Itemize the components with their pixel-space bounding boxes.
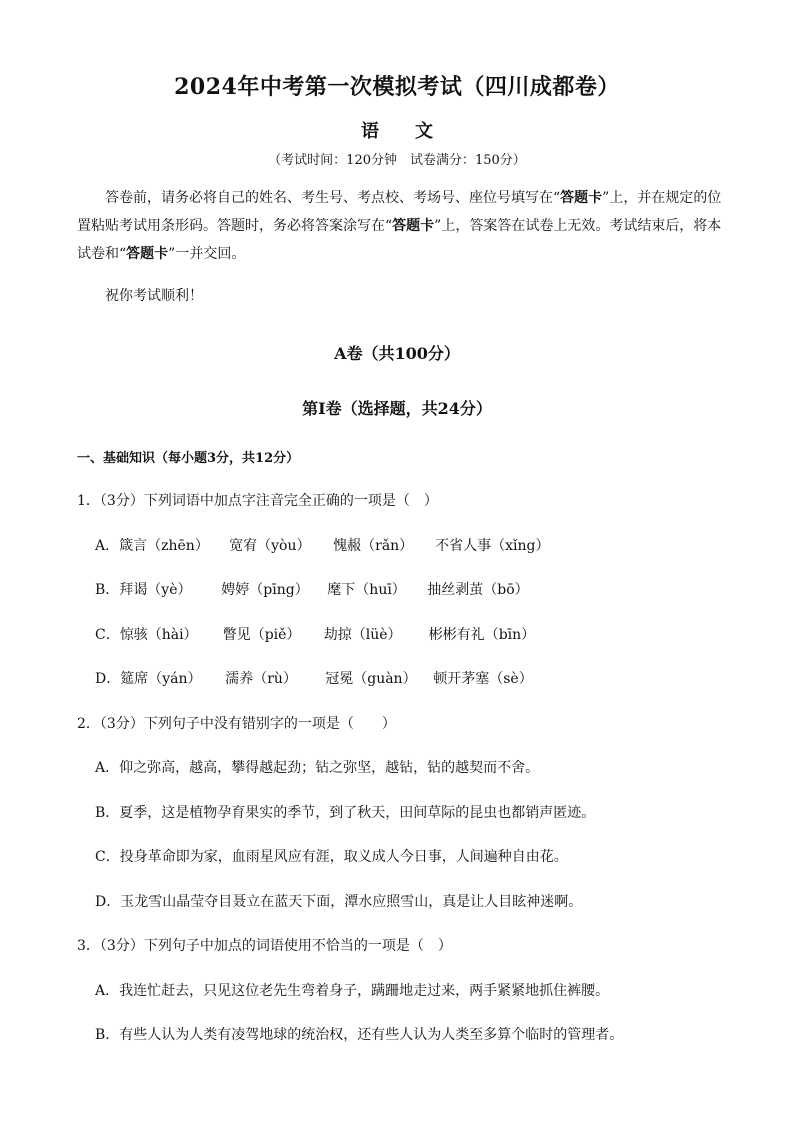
question-1-option-a: A．箴言（zhēn） 宽宥（yòu） 愧赧（rǎn） 不省人事（xǐng） bbox=[95, 538, 550, 554]
answer-card-term: 答题卡 bbox=[392, 218, 435, 234]
part-1-heading: 第Ⅰ卷（选择题，共24分） bbox=[302, 399, 492, 418]
question-2-option-d: D．玉龙雪山晶莹夺目聂立在蓝天下面，潭水应照雪山，真是让人目眩神迷啊。 bbox=[95, 894, 583, 910]
instructions-paragraph: 答卷前，请务必将自己的姓名、考生号、考点校、考场号、座位号填写在“答题卡”上，并在规定的位置粘贴考试用条形码。答题时，务必将答案涂写在“答题卡”上，答案答在试卷上无效。考试结束后，将本试卷和“答题卡”一并交回。 bbox=[77, 190, 722, 262]
exam-info: （考试时间：120分钟 试卷满分：150分） bbox=[268, 153, 526, 168]
exam-title: 2024年中考第一次模拟考试（四川成都卷） bbox=[174, 74, 620, 100]
question-2-option-a: A．仰之弥高，越高，攀得越起劲；钻之弥坚，越钻，钻的越契而不舍。 bbox=[95, 760, 540, 776]
question-2-option-c: C．投身革命即为家，血雨星风应有涯，取义成人今日事，人间遍种自由花。 bbox=[95, 849, 568, 865]
good-luck-text: 祝你考试顺利！ bbox=[105, 288, 203, 304]
question-1-option-b: B．拜谒（yè） 娉婷（pīng） 麾下（huī） 抽丝剥茧（bō） bbox=[95, 582, 529, 598]
question-1-option-c: C．惊骇（hài） 瞥见（piě） 劫掠（lüè） 彬彬有礼（bīn） bbox=[95, 627, 536, 643]
question-3-option-a: A．我连忙赶去，只见这位老先生弯着身子，蹒跚地走过来，两手紧紧地抓住裤腰。 bbox=[95, 983, 610, 999]
answer-card-term: 答题卡 bbox=[560, 190, 603, 206]
question-1-option-d: D．筵席（yán） 濡养（rù） 冠冕（guàn） 顿开茅塞（sè） bbox=[95, 671, 533, 687]
question-1-stem: 1．（3分）下列词语中加点字注音完全正确的一项是（ ） bbox=[77, 493, 438, 509]
answer-card-term: 答题卡 bbox=[126, 246, 169, 262]
question-2-stem: 2．（3分）下列句子中没有错别字的一项是（ ） bbox=[77, 716, 396, 732]
group-1-heading: 一、基础知识（每小题3分，共12分） bbox=[77, 451, 300, 466]
subject-heading: 语 文 bbox=[361, 121, 433, 142]
question-3-option-b: B．有些人认为人类有凌驾地球的统治权，还有些人认为人类至多算个临时的管理者。 bbox=[95, 1027, 624, 1043]
question-3-stem: 3．（3分）下列句子中加点的词语使用不恰当的一项是（ ） bbox=[77, 938, 452, 954]
volume-a-heading: A卷（共100分） bbox=[334, 344, 460, 363]
question-2-option-b: B．夏季，这是植物孕育果实的季节，到了秋天，田间草际的昆虫也都销声匿迹。 bbox=[95, 805, 596, 821]
